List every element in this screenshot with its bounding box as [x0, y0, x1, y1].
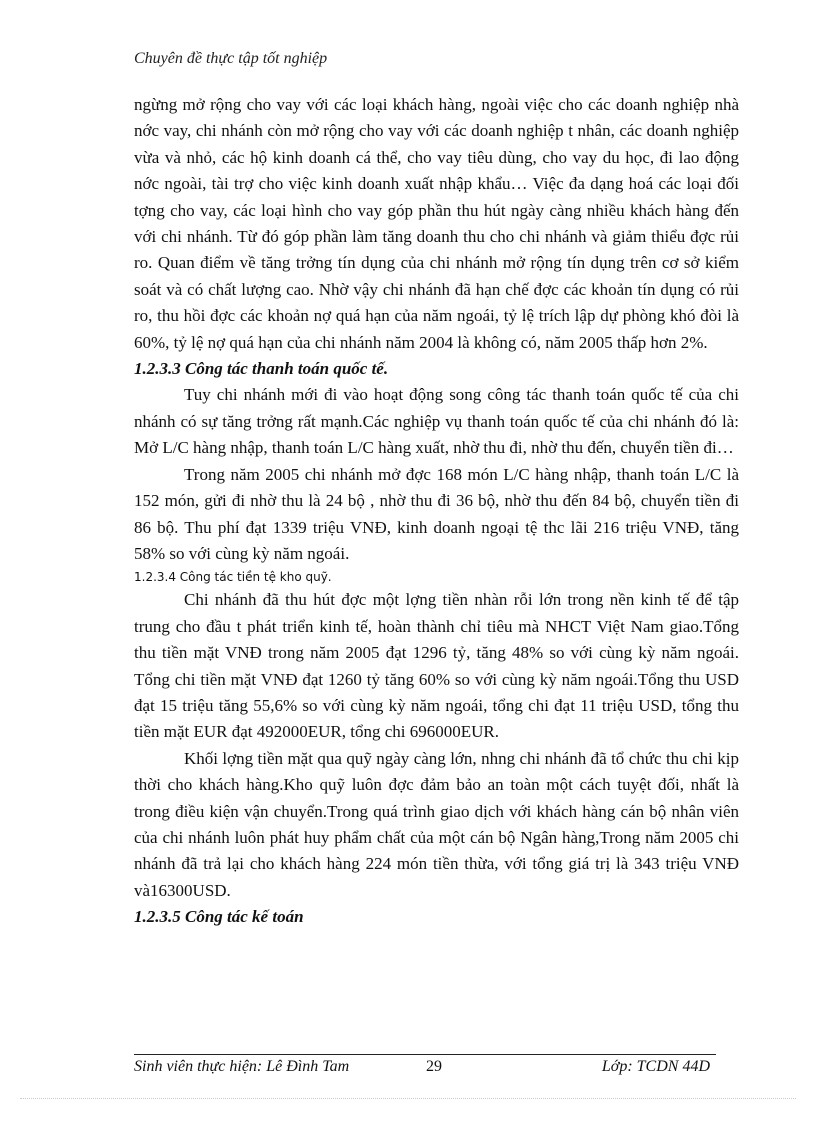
paragraph-payment-figures: Trong năm 2005 chi nhánh mở đợc 168 món L/C hàng nhập, thanh toán L/C là 152 món, gửi đi nhờ thu là 24 bộ , nhờ thu đi 36 bộ, nhờ thu đến 84 bộ, chuyển tiền đi 86 bộ. Thu phí đạt 1339 triệu VNĐ, kinh doanh ngoại tệ thc lãi 216 triệu VNĐ, tăng 58% so với cùng kỳ năm ngoái. [134, 464, 739, 563]
footer-class: Lớp: TCDN 44D [601, 1058, 710, 1075]
section-heading-treasury: 1.2.3.4 Công tác tiền tệ kho quỹ. [134, 570, 332, 585]
page-number: 29 [426, 1058, 442, 1075]
running-header: Chuyên đề thực tập tốt nghiệp [134, 50, 328, 67]
paragraph-international-payment: Tuy chi nhánh mới đi vào hoạt động song công tác thanh toán quốc tế của chi nhánh có sự tăng trởng rất mạnh.Các nghiệp vụ thanh toán quốc tế của chi nhánh đó là: Mở L/C hàng nhập, thanh toán L/C hàng xuất, nhờ thu đi, nhờ thu đến, chuyển tiền đi… [134, 385, 739, 458]
paragraph-treasury: Chi nhánh đã thu hút đợc một lợng tiền nhàn rỗi lớn trong nền kinh tế để tập trung cho đầu t phát triển kinh tế, hoàn thành chỉ tiêu mà NHCT Việt Nam giao.Tổng thu tiền mặt VNĐ trong năm 2005 đạt 1296 tỷ, tăng 48% so với cùng kỳ năm ngoái. Tổng chi tiền mặt VNĐ đạt 1260 tỷ tăng 60% so với cùng kỳ năm ngoái.Tổng thu USD đạt 15 triệu tăng 55,6% so với cùng kỳ năm ngoái, tổng chi đạt 11 triệu USD, tổng thu tiền mặt EUR đạt 492000EUR, tổng chi 696000EUR. [134, 590, 739, 742]
document-body [134, 92, 739, 931]
section-heading-international-payment: 1.2.3.3 Công tác thanh toán quốc tế. [134, 359, 389, 379]
footer-student: Sinh viên thực hiện: Lê Đình Tam [134, 1058, 350, 1075]
paragraph-credit: ngừng mở rộng cho vay với các loại khách hàng, ngoài việc cho các doanh nghiệp nhà nớc vay, chi nhánh còn mở rộng cho vay với các doanh nghiệp t nhân, các doanh nghiệp vừa và nhỏ, các hộ kinh doanh cá thể, cho vay tiêu dùng, cho vay du học, đi lao động nớc ngoài, tài trợ cho việc kinh doanh xuất nhập khẩu… Việc đa dạng hoá các loại đối tợng cho vay, các loại hình cho vay góp phần thu hút ngày càng nhiều khách hàng đến với chi nhánh. Từ đó góp phần làm tăng doanh thu cho chi nhánh và giảm thiểu đợc rủi ro. Quan điểm về tăng trởng tín dụng của chi nhánh mở rộng tín dụng trên cơ sở kiểm soát và có chất lượng cao. Nhờ vậy chi nhánh đã hạn chế đợc các khoản tín dụng có rủi ro, thu hồi đợc các khoản nợ quá hạn của năm ngoái, tỷ lệ trích lập dự phòng khó đòi là 60%, tỷ lệ nợ quá hạn của chi nhánh năm 2004 là không có, năm 2005 thấp hơn 2%. [134, 95, 739, 352]
page-bottom-edge [20, 1098, 796, 1099]
paragraph-cash-volume: Khối lợng tiền mặt qua quỹ ngày càng lớn, nhng chi nhánh đã tổ chức thu chi kịp thời cho khách hàng.Kho quỹ luôn đợc đảm bảo an toàn một cách tuyệt đối, nhất là trong điều kiện vận chuyển.Trong quá trình giao dịch với khách hàng cán bộ nhân viên của chi nhánh luôn phát huy phẩm chất của một cán bộ Ngân hàng,Trong năm 2005 chi nhánh đã trả lại cho khách hàng 224 món tiền thừa, với tổng giá trị là 343 triệu VNĐ và16300USD. [134, 748, 739, 900]
page-footer [134, 1058, 716, 1082]
footer-divider [134, 1054, 716, 1055]
section-heading-accounting: 1.2.3.5 Công tác kế toán [134, 907, 304, 927]
